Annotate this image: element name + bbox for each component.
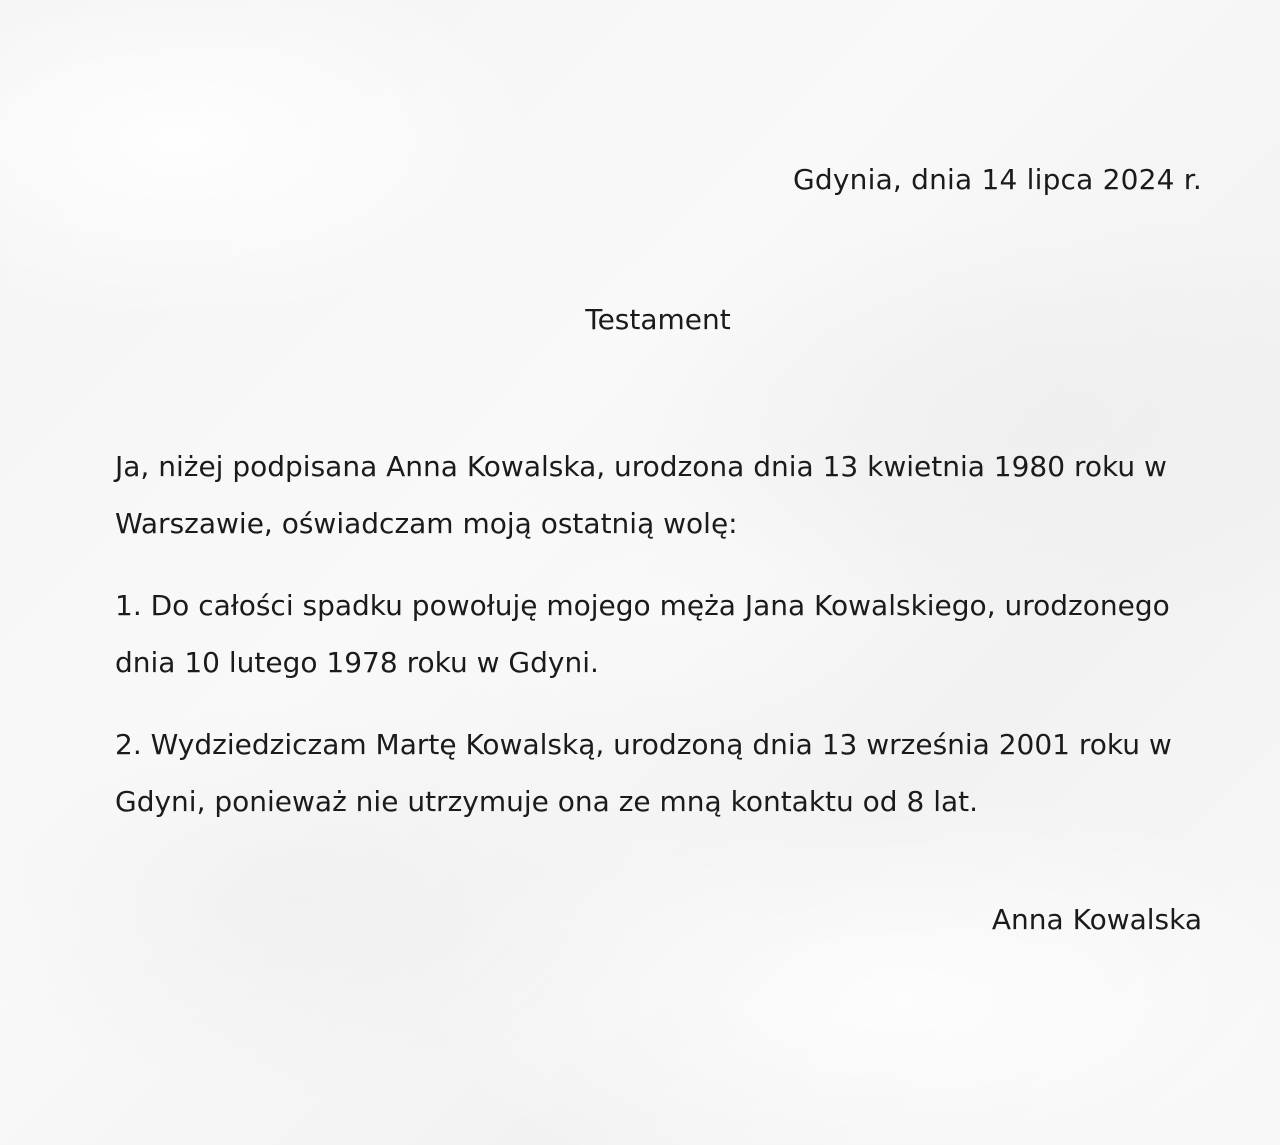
date-place-line: Gdynia, dnia 14 lipca 2024 r. (793, 163, 1202, 196)
document-body (115, 438, 1195, 855)
document-title: Testament (585, 303, 731, 336)
clause-2-paragraph: 2. Wydziedziczam Martę Kowalską, urodzoną dnia 13 września 2001 roku w Gdyni, ponieważ nie utrzymuje ona ze mną kontaktu od 8 lat. (115, 728, 1172, 818)
clause-1-paragraph: 1. Do całości spadku powołuję mojego męża Jana Kowalskiego, urodzonego dnia 10 lutego 1978 roku w Gdyni. (115, 589, 1170, 679)
signature: Anna Kowalska (991, 903, 1202, 936)
intro-paragraph: Ja, niżej podpisana Anna Kowalska, urodzona dnia 13 kwietnia 1980 roku w Warszawie, oświadczam moją ostatnią wolę: (115, 450, 1167, 540)
